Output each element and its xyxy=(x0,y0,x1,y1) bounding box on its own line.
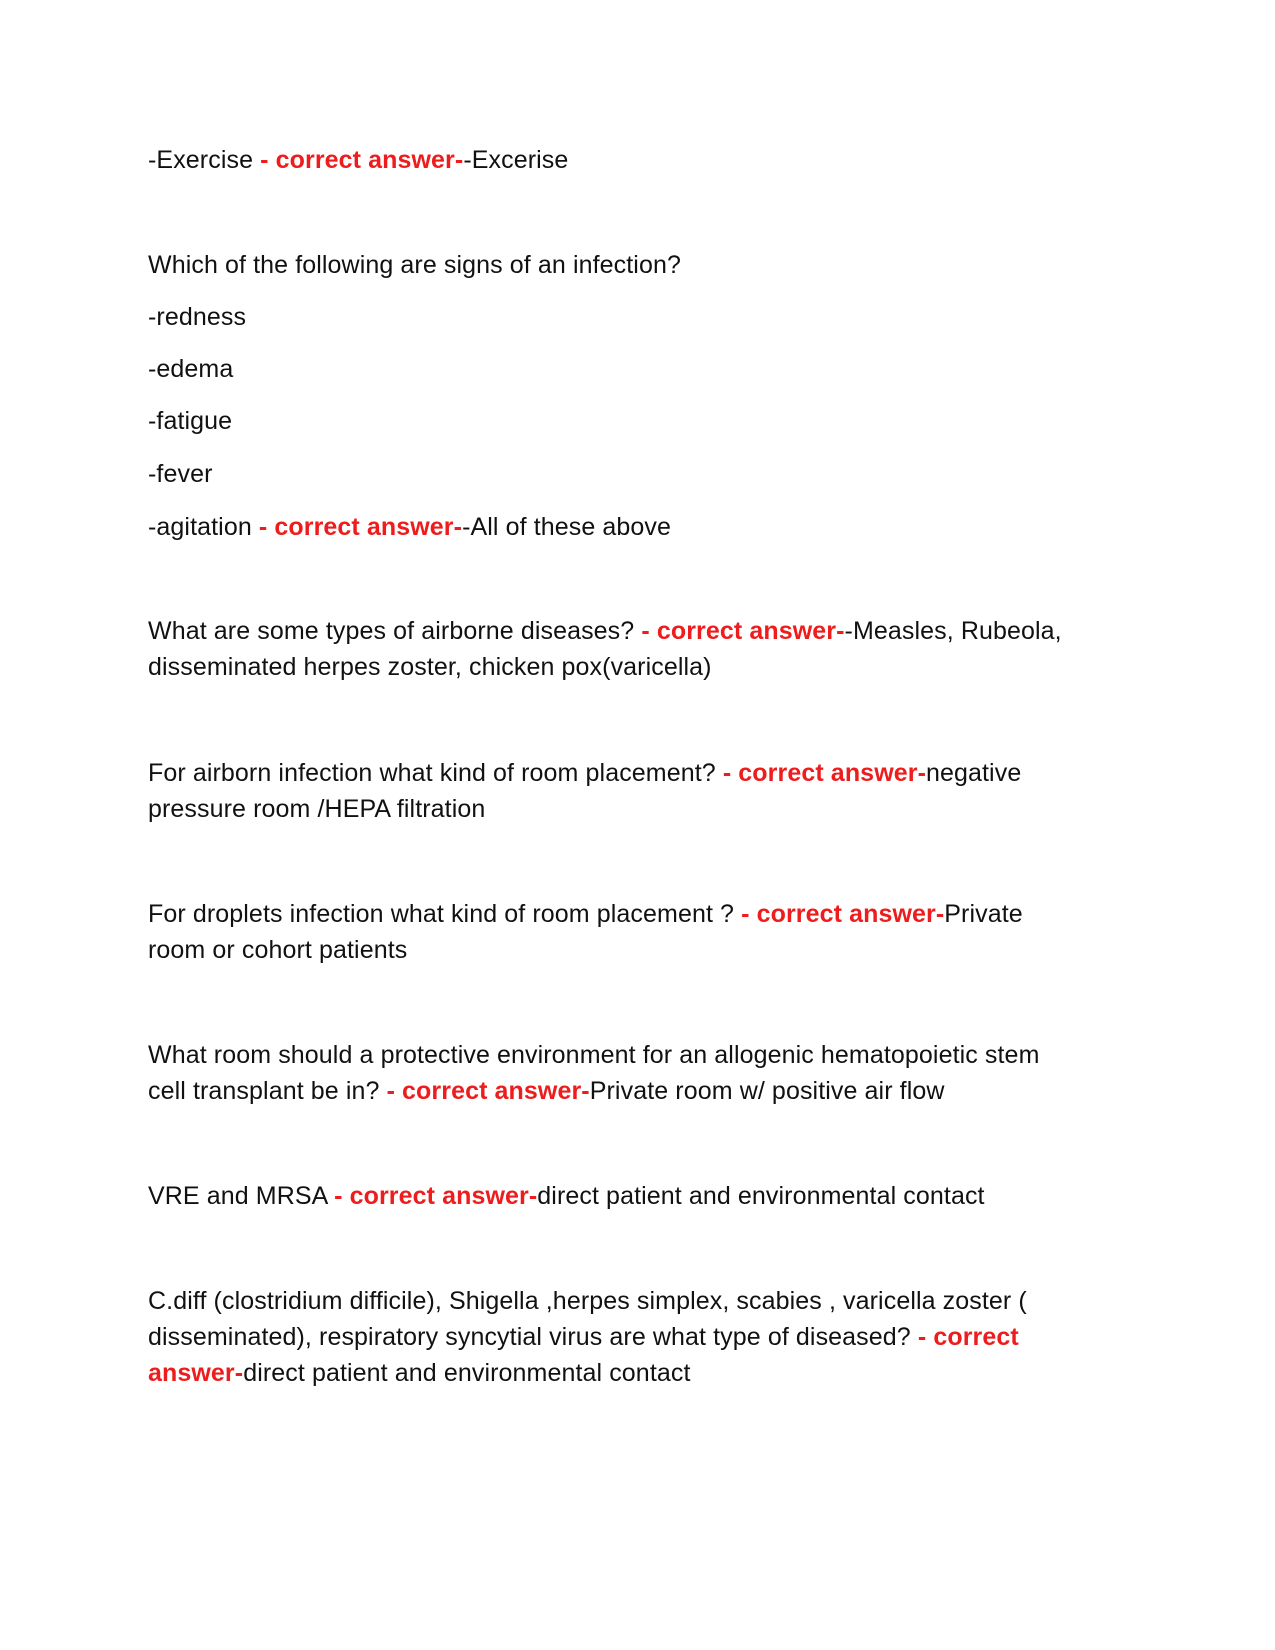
qa-line xyxy=(148,1036,1128,1074)
answer-text: pressure room /HEPA filtration xyxy=(148,795,486,823)
answer-text: Private xyxy=(944,900,1023,928)
question-text: What room should a protective environment for an allogenic hematopoietic stem xyxy=(148,1041,1040,1069)
answer-marker: - correct answer- xyxy=(641,617,845,645)
qa-line xyxy=(148,754,1128,792)
qa-line xyxy=(148,246,1128,284)
answer-marker: - correct answer- xyxy=(386,1077,590,1105)
qa-line xyxy=(148,1318,1128,1356)
list-item xyxy=(148,350,1128,388)
option-text: -agitation xyxy=(148,513,259,541)
qa-line xyxy=(148,1282,1128,1320)
answer-text: direct patient and environmental contact xyxy=(537,1182,985,1210)
qa-line xyxy=(148,508,1128,546)
answer-continuation xyxy=(148,790,1128,828)
answer-continuation xyxy=(148,648,1128,686)
answer-marker: - correct answer- xyxy=(260,146,464,174)
answer-text: room or cohort patients xyxy=(148,936,408,964)
option-text: -edema xyxy=(148,355,234,383)
answer-text: Private room w/ positive air flow xyxy=(589,1077,945,1105)
qa-line xyxy=(148,895,1128,933)
option-text: -fever xyxy=(148,460,213,488)
qa-line xyxy=(148,1354,1128,1392)
answer-text: negative xyxy=(926,759,1022,787)
list-item xyxy=(148,455,1128,493)
answer-marker: - correct answer- xyxy=(334,1182,538,1210)
answer-text: -Excerise xyxy=(463,146,569,174)
question-text: disseminated), respiratory syncytial virus are what type of diseased? xyxy=(148,1323,918,1351)
list-item xyxy=(148,402,1128,440)
qa-line xyxy=(148,1072,1128,1110)
question-text: VRE and MRSA xyxy=(148,1182,335,1210)
option-text: -redness xyxy=(148,303,247,331)
question-text: For airborn infection what kind of room placement? xyxy=(148,759,723,787)
answer-text: disseminated herpes zoster, chicken pox(varicella) xyxy=(148,653,712,681)
qa-line xyxy=(148,612,1128,650)
qa-line xyxy=(148,1177,1128,1215)
answer-marker: - correct answer- xyxy=(741,900,945,928)
answer-continuation xyxy=(148,931,1128,969)
question-text: C.diff (clostridium difficile), Shigella ,herpes simplex, scabies , varicella zoster ( xyxy=(148,1287,1027,1315)
answer-marker: - correct answer- xyxy=(722,759,926,787)
question-text: cell transplant be in? xyxy=(148,1077,387,1105)
question-text: What are some types of airborne diseases? xyxy=(148,617,642,645)
question-text: Which of the following are signs of an infection? xyxy=(148,251,681,279)
answer-text: -All of these above xyxy=(462,513,672,541)
list-item xyxy=(148,298,1128,336)
question-text: For droplets infection what kind of room placement ? xyxy=(148,900,742,928)
qa-line xyxy=(148,141,1128,179)
answer-marker: - correct answer- xyxy=(258,513,463,541)
answer-text: -Measles, Rubeola, xyxy=(844,617,1062,645)
answer-text: direct patient and environmental contact xyxy=(243,1359,691,1387)
question-text: -Exercise xyxy=(148,146,261,174)
answer-marker: - correct xyxy=(917,1323,1019,1351)
option-text: -fatigue xyxy=(148,407,233,435)
answer-marker: answer- xyxy=(148,1359,244,1387)
